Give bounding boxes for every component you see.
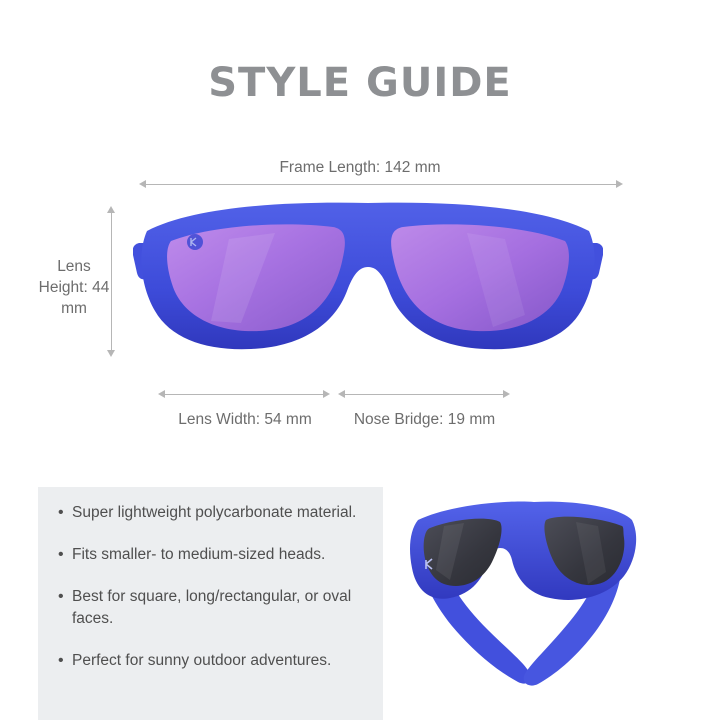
arrow-down-tip-icon: [107, 350, 115, 357]
list-item: [58, 502, 378, 524]
arrow-left-tip-icon: [338, 390, 345, 398]
page-title: STYLE GUIDE: [208, 60, 512, 106]
arrow-right-tip-icon: [323, 390, 330, 398]
lens-width-label: Lens Width: 54 mm: [178, 411, 312, 428]
arrow-left-tip-icon: [139, 180, 146, 188]
arrow-up-tip-icon: [107, 206, 115, 213]
arrow-right-tip-icon: [616, 180, 623, 188]
list-item-text: Perfect for sunny outdoor adventures.: [72, 652, 332, 669]
brand-logo-icon: [187, 234, 203, 250]
bullet-icon: •: [58, 504, 64, 521]
bullet-icon: •: [58, 588, 64, 605]
features-list: [58, 502, 378, 692]
sunglasses-back-view-image: [400, 498, 660, 698]
arrow-right-tip-icon: [503, 390, 510, 398]
lens-width-arrow: [165, 394, 323, 395]
list-item-text: Best for square, long/rectangular, or oval faces.: [72, 588, 352, 627]
lens-height-label: Lens Height: 44 mm: [38, 258, 110, 317]
nose-bridge-label: Nose Bridge: 19 mm: [353, 411, 496, 428]
frame-length-label: Frame Length: 142 mm: [279, 159, 441, 176]
nose-bridge-arrow: [345, 394, 503, 395]
frame-length-arrow: [146, 184, 616, 185]
list-item-text: Fits smaller- to medium-sized heads.: [72, 546, 326, 563]
arrow-left-tip-icon: [158, 390, 165, 398]
bullet-icon: •: [58, 546, 64, 563]
sunglasses-front-view-image: [133, 195, 603, 355]
list-item: [58, 650, 378, 672]
bullet-icon: •: [58, 652, 64, 669]
list-item: [58, 544, 378, 566]
list-item: [58, 586, 378, 630]
list-item-text: Super lightweight polycarbonate material.: [72, 504, 357, 521]
